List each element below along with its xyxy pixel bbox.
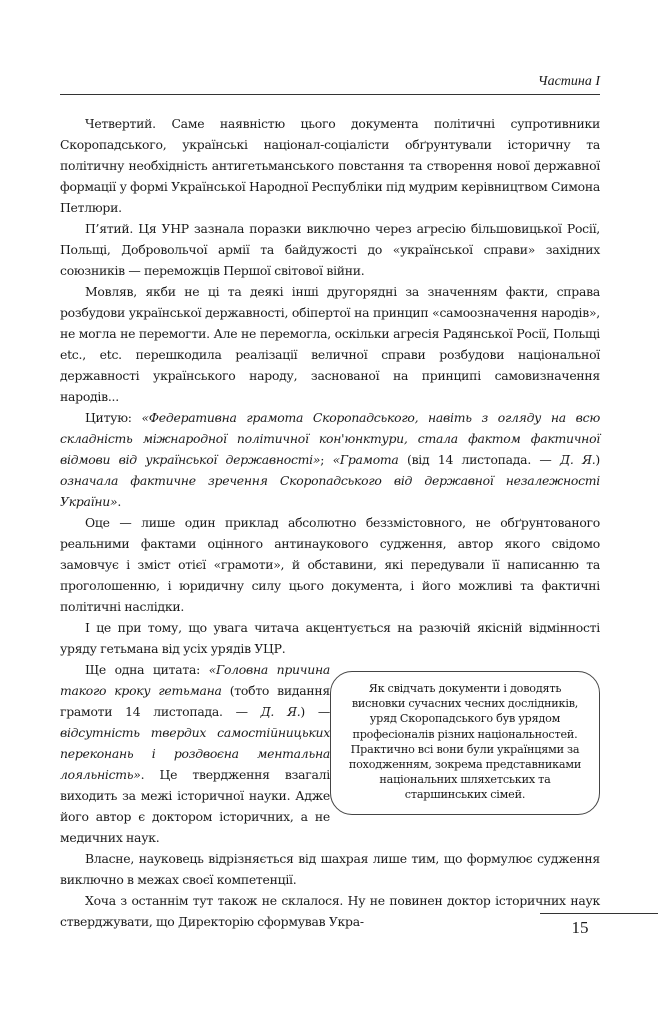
p4-end: . bbox=[117, 494, 122, 509]
paragraph-4 bbox=[60, 407, 600, 512]
paragraph-5: Оце — лише один приклад абсолютно беззмістовного, не обґрунтованого реальними фактами оцінного антинаукового судження, автор якого свідомо замовчує і зміст отієї «грамоти», й обставини, які передували її написанню та проголошенню, і юридичну силу цього документа, і його можливі та фактичні політичні наслідки. bbox=[60, 515, 600, 614]
paragraph-2: П’ятий. Ця УНР зазнала поразки виключно через агресію більшовицької Росії, Польщі, Добровольчої армії та байдужості до «української справи» західних союзників — переможців Першої світової війни. bbox=[60, 221, 600, 278]
page-number: 15 bbox=[571, 918, 589, 937]
p7-sep-2: ) — bbox=[300, 704, 331, 719]
p7-sep-1: (тобто видання грамоти 14 листопада. — bbox=[60, 683, 330, 719]
p7-lead: Ще одна цитата: bbox=[85, 662, 209, 677]
p7-author-initials: Д. Я. bbox=[260, 704, 301, 719]
p7-quote-1: «Головна причина такого кроку гетьмана bbox=[60, 662, 330, 698]
p4-sep-1: ; bbox=[320, 452, 333, 467]
paragraph-9: Хоча з останнім тут також не склалося. Ну не повинен доктор історичних наук стверджувати, що Директорію сформував Укра- bbox=[60, 893, 600, 929]
p4-sep-3: ) bbox=[595, 452, 600, 467]
p4-sep-2: (від 14 листопада. — bbox=[398, 452, 561, 467]
footer-rule bbox=[540, 913, 658, 914]
running-title: Частина І bbox=[537, 74, 600, 89]
p7-quote-2: відсутність твердих самостійницьких переконань і роздвоєна ментальна лояльність» bbox=[60, 725, 330, 782]
p4-quote-3: означала фактичне зречення Скоропадського від державної незалежності України» bbox=[60, 473, 600, 509]
p4-quote-1: «Федеративна грамота Скоропадського, навіть з огляду на всю складність міжнародної політичної кон'юнктури, стала фактом фактичної відмови від української державності» bbox=[60, 410, 600, 467]
paragraph-1: Четвертий. Саме наявністю цього документа політичні супротивники Скоропадського, українські націонал-соціалісти обґрунтували історичну та політичну необхідність антигетьманського повстання та створення нової державної формації у формі Української Народної Республіки під мудрим керівництвом Симона Петлюри. bbox=[60, 116, 600, 215]
paragraph-6: І це при тому, що увага читача акцентується на разючій якісній відмінності уряду гетьмана від усіх урядів УЦР. bbox=[60, 620, 600, 656]
main-text bbox=[60, 113, 600, 932]
header-rule bbox=[60, 94, 600, 95]
paragraph-3: Мовляв, якби не ці та деякі інші другорядні за значенням факти, справа розбудови української державності, обіпертої на принцип «самоозначення народів», не могла не перемогти. Але не перемогла, оскільки агресія Радянської Росії, Польщі etc., etc. перешкодила реалізації величної справи розбудови національної державності українського народу, заснованої на принципі самовизначення народів... bbox=[60, 284, 600, 404]
p4-quote-2: «Грамота bbox=[332, 452, 399, 467]
paragraph-8: Власне, науковець відрізняється від шахрая лише тим, що формулює судження виключно в межах своєї компетенції. bbox=[60, 851, 600, 887]
inset-box: Як свідчать документи і доводять висновки сучасних чесних дослідників, уряд Скоропадського був урядом професіоналів різних національностей. Практично всі вони були українцями за походженням, зокрема представниками національних шляхетських та старшинських сімей. bbox=[330, 671, 600, 815]
p4-lead: Цитую: bbox=[85, 410, 142, 425]
sidebar-inset bbox=[330, 671, 600, 815]
p7-end: . Це твердження взагалі виходить за межі історичної науки. Адже його автор є доктором історичних, а не медичних наук. bbox=[60, 767, 330, 845]
p4-author-initials: Д. Я. bbox=[560, 452, 596, 467]
